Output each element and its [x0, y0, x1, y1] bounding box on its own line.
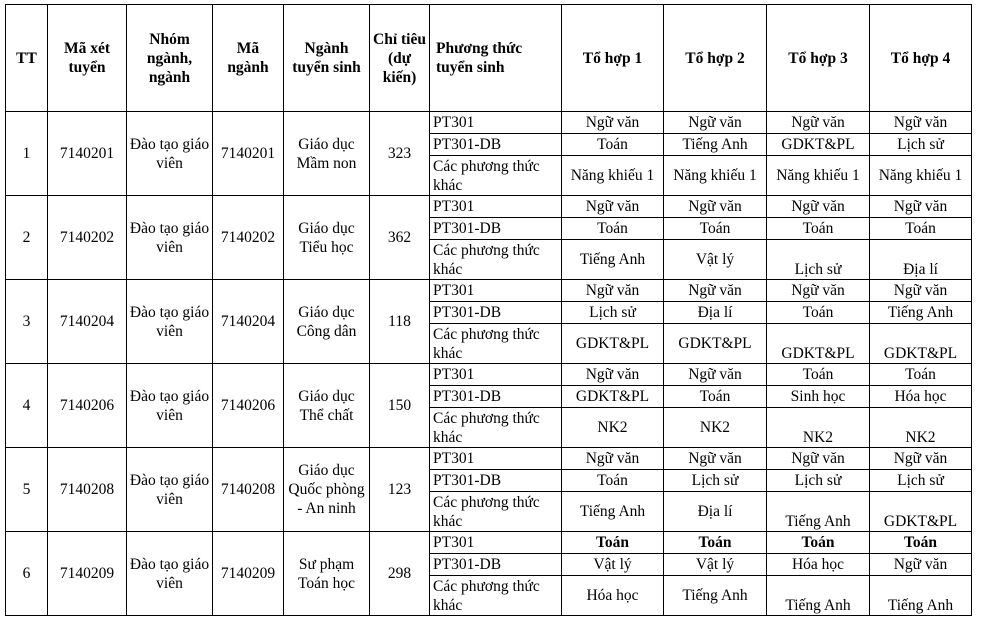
combo-cell: Vật lý	[664, 554, 767, 576]
method-name: PT301-DB	[430, 218, 562, 240]
combo-cell: Toán	[562, 532, 664, 554]
combo-cell: Toán	[562, 134, 664, 156]
row-nhom-nganh: Đào tạo giáo viên	[127, 112, 213, 196]
row-chi-tieu: 323	[370, 112, 430, 196]
row-nhom-nganh: Đào tạo giáo viên	[127, 532, 213, 616]
combo-cell: Địa lí	[664, 302, 767, 324]
combo-cell: Ngữ văn	[870, 280, 972, 302]
combo-cell: Hóa học	[767, 554, 870, 576]
combo-cell: NK2	[562, 408, 664, 448]
combo-cell: Toán	[664, 532, 767, 554]
combo-cell: GDKT&PL	[870, 492, 972, 532]
row-ma-xet-tuyen: 7140202	[48, 196, 127, 280]
combo-cell: Ngữ văn	[767, 448, 870, 470]
combo-cell: Ngữ văn	[562, 280, 664, 302]
method-name: PT301	[430, 448, 562, 470]
combo-cell: Toán	[870, 364, 972, 386]
combo-cell: Vật lý	[664, 240, 767, 280]
combo-cell: Ngữ văn	[870, 448, 972, 470]
method-name: PT301	[430, 196, 562, 218]
method-name: PT301	[430, 112, 562, 134]
row-nganh: Giáo dục Thể chất	[284, 364, 370, 448]
header-to-hop-2: Tổ hợp 2	[664, 5, 767, 112]
combo-cell: GDKT&PL	[562, 386, 664, 408]
row-ma-nganh: 7140201	[213, 112, 284, 196]
header-ma-xet-tuyen: Mã xét tuyển	[48, 5, 127, 112]
row-ma-xet-tuyen: 7140209	[48, 532, 127, 616]
method-name: Các phương thức khác	[430, 408, 562, 448]
table-row	[6, 364, 972, 386]
table-row	[6, 112, 972, 134]
row-tt: 4	[6, 364, 48, 448]
combo-cell: Toán	[562, 218, 664, 240]
row-ma-xet-tuyen: 7140206	[48, 364, 127, 448]
combo-cell: Sinh học	[767, 386, 870, 408]
method-name: PT301-DB	[430, 302, 562, 324]
row-nganh: Giáo dục Công dân	[284, 280, 370, 364]
combo-cell: Hóa học	[870, 386, 972, 408]
row-nganh: Giáo dục Mầm non	[284, 112, 370, 196]
combo-cell: Ngữ văn	[562, 364, 664, 386]
method-name: PT301-DB	[430, 386, 562, 408]
combo-cell: GDKT&PL	[562, 324, 664, 364]
table-row	[6, 448, 972, 470]
combo-cell: Ngữ văn	[664, 364, 767, 386]
row-nganh: Giáo dục Quốc phòng - An ninh	[284, 448, 370, 532]
header-nhom-nganh: Nhóm ngành, ngành	[127, 5, 213, 112]
combo-cell: Vật lý	[562, 554, 664, 576]
combo-cell: GDKT&PL	[870, 324, 972, 364]
combo-cell: Ngữ văn	[870, 554, 972, 576]
table-row	[6, 532, 972, 554]
combo-cell: GDKT&PL	[767, 324, 870, 364]
combo-cell: Tiếng Anh	[767, 492, 870, 532]
row-chi-tieu: 123	[370, 448, 430, 532]
header-tt: TT	[6, 5, 48, 112]
method-name: Các phương thức khác	[430, 156, 562, 196]
row-nhom-nganh: Đào tạo giáo viên	[127, 364, 213, 448]
header-to-hop-4: Tổ hợp 4	[870, 5, 972, 112]
combo-cell: Lịch sử	[870, 470, 972, 492]
combo-cell: Lịch sử	[767, 240, 870, 280]
combo-cell: Toán	[767, 302, 870, 324]
method-name: PT301-DB	[430, 134, 562, 156]
combo-cell: Tiếng Anh	[664, 134, 767, 156]
combo-cell: Ngữ văn	[664, 280, 767, 302]
combo-cell: NK2	[870, 408, 972, 448]
combo-cell: Toán	[562, 470, 664, 492]
row-nhom-nganh: Đào tạo giáo viên	[127, 448, 213, 532]
combo-cell: Tiếng Anh	[767, 576, 870, 616]
combo-cell: Toán	[767, 532, 870, 554]
combo-cell: NK2	[767, 408, 870, 448]
row-tt: 1	[6, 112, 48, 196]
header-phuong-thuc: Phương thức tuyển sinh	[430, 5, 562, 112]
combo-cell: Địa lí	[870, 240, 972, 280]
combo-cell: Lịch sử	[767, 470, 870, 492]
combo-cell: Lịch sử	[664, 470, 767, 492]
combo-cell: Ngữ văn	[767, 280, 870, 302]
row-chi-tieu: 298	[370, 532, 430, 616]
row-tt: 3	[6, 280, 48, 364]
combo-cell: Toán	[767, 218, 870, 240]
row-tt: 2	[6, 196, 48, 280]
row-ma-nganh: 7140202	[213, 196, 284, 280]
combo-cell: Lịch sử	[562, 302, 664, 324]
combo-cell: Tiếng Anh	[664, 576, 767, 616]
header-to-hop-3: Tổ hợp 3	[767, 5, 870, 112]
table-row	[6, 196, 972, 218]
combo-cell: Ngữ văn	[664, 196, 767, 218]
header-ma-nganh: Mã ngành	[213, 5, 284, 112]
row-ma-nganh: 7140206	[213, 364, 284, 448]
header-nganh-tuyen-sinh: Ngành tuyển sinh	[284, 5, 370, 112]
row-ma-nganh: 7140209	[213, 532, 284, 616]
method-name: PT301-DB	[430, 470, 562, 492]
method-name: Các phương thức khác	[430, 240, 562, 280]
combo-cell: Ngữ văn	[767, 112, 870, 134]
combo-cell: Ngữ văn	[664, 112, 767, 134]
combo-cell: Toán	[870, 532, 972, 554]
table-row	[6, 280, 972, 302]
combo-cell: NK2	[664, 408, 767, 448]
combo-cell: Ngữ văn	[870, 112, 972, 134]
row-chi-tieu: 150	[370, 364, 430, 448]
combo-cell: Ngữ văn	[562, 196, 664, 218]
row-nganh: Sư phạm Toán học	[284, 532, 370, 616]
header-to-hop-1: Tổ hợp 1	[562, 5, 664, 112]
combo-cell: GDKT&PL	[664, 324, 767, 364]
row-tt: 6	[6, 532, 48, 616]
method-name: Các phương thức khác	[430, 324, 562, 364]
combo-cell: Năng khiếu 1	[870, 156, 972, 196]
combo-cell: Toán	[870, 218, 972, 240]
row-ma-xet-tuyen: 7140204	[48, 280, 127, 364]
combo-cell: Năng khiếu 1	[562, 156, 664, 196]
combo-cell: Năng khiếu 1	[767, 156, 870, 196]
header-chi-tieu: Chỉ tiêu (dự kiến)	[370, 5, 430, 112]
combo-cell: Tiếng Anh	[562, 240, 664, 280]
method-name: PT301	[430, 364, 562, 386]
combo-cell: Toán	[664, 218, 767, 240]
row-tt: 5	[6, 448, 48, 532]
row-ma-xet-tuyen: 7140201	[48, 112, 127, 196]
method-name: PT301-DB	[430, 554, 562, 576]
method-name: Các phương thức khác	[430, 576, 562, 616]
combo-cell: Toán	[664, 386, 767, 408]
row-ma-xet-tuyen: 7140208	[48, 448, 127, 532]
method-name: PT301	[430, 280, 562, 302]
row-nhom-nganh: Đào tạo giáo viên	[127, 280, 213, 364]
combo-cell: Năng khiếu 1	[664, 156, 767, 196]
combo-cell: Hóa học	[562, 576, 664, 616]
combo-cell: Ngữ văn	[562, 112, 664, 134]
row-ma-nganh: 7140204	[213, 280, 284, 364]
combo-cell: GDKT&PL	[767, 134, 870, 156]
row-ma-nganh: 7140208	[213, 448, 284, 532]
row-nhom-nganh: Đào tạo giáo viên	[127, 196, 213, 280]
combo-cell: Ngữ văn	[664, 448, 767, 470]
row-chi-tieu: 362	[370, 196, 430, 280]
combo-cell: Tiếng Anh	[870, 576, 972, 616]
row-nganh: Giáo dục Tiểu học	[284, 196, 370, 280]
combo-cell: Địa lí	[664, 492, 767, 532]
admission-table	[5, 4, 972, 616]
table-header-row	[6, 5, 972, 112]
combo-cell: Ngữ văn	[767, 196, 870, 218]
method-name: Các phương thức khác	[430, 492, 562, 532]
combo-cell: Lịch sử	[870, 134, 972, 156]
combo-cell: Tiếng Anh	[562, 492, 664, 532]
method-name: PT301	[430, 532, 562, 554]
combo-cell: Tiếng Anh	[870, 302, 972, 324]
combo-cell: Toán	[767, 364, 870, 386]
combo-cell: Ngữ văn	[562, 448, 664, 470]
row-chi-tieu: 118	[370, 280, 430, 364]
combo-cell: Ngữ văn	[870, 196, 972, 218]
